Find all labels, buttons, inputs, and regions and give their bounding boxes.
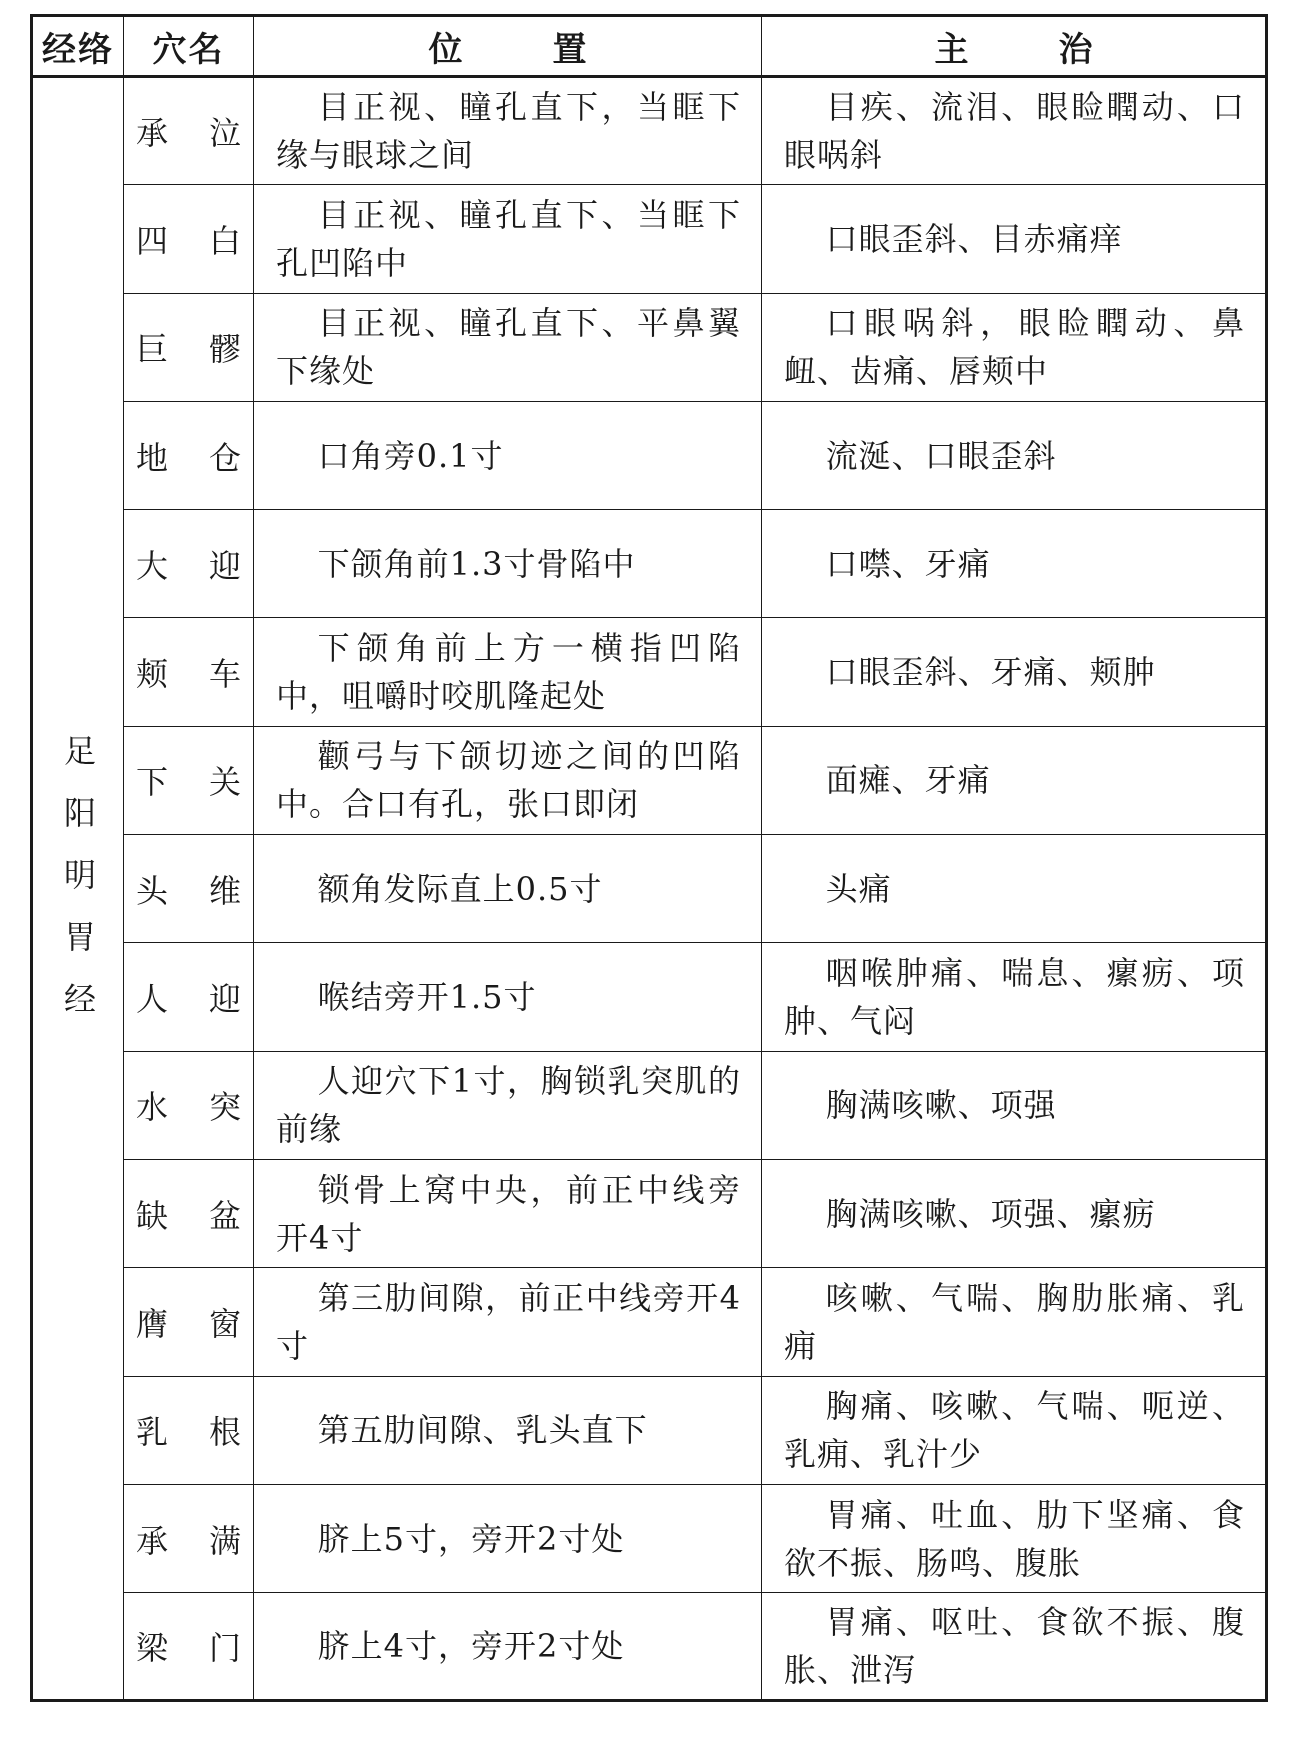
location-text: 喉结旁开1.5寸 <box>317 978 537 1017</box>
location-cell <box>254 77 762 185</box>
indication-text: 咽喉肿痛、喘息、瘰疬、项肿、气闷 <box>784 954 1245 1041</box>
location-cell <box>254 618 762 726</box>
location-cell <box>254 1593 762 1701</box>
table-row <box>32 726 1267 834</box>
point-name-cell <box>124 726 254 834</box>
table-row <box>32 293 1267 401</box>
point-name-cell <box>124 293 254 401</box>
table-row <box>32 1051 1267 1159</box>
point-name-char-2: 突 <box>208 1088 241 1127</box>
point-name-char-1: 巨 <box>136 330 169 369</box>
point-name-char-2: 泣 <box>208 114 241 153</box>
point-name-cell <box>124 1376 254 1484</box>
location-cell <box>254 401 762 509</box>
point-name-cell <box>124 1159 254 1267</box>
point-name-char-2: 仓 <box>208 438 241 477</box>
point-name-char-1: 承 <box>136 1521 169 1560</box>
location-text: 第三肋间隙，前正中线旁开4寸 <box>276 1278 741 1365</box>
indication-text: 口眼歪斜、牙痛、颊肿 <box>825 653 1156 692</box>
indication-text: 目疾、流泪、眼睑瞤动、口眼㖞斜 <box>784 88 1245 175</box>
table-row <box>32 1159 1267 1267</box>
point-name-cell <box>124 401 254 509</box>
indication-cell <box>762 510 1267 618</box>
point-name-cell <box>124 510 254 618</box>
location-text: 目正视、瞳孔直下、当眶下孔凹陷中 <box>276 195 741 282</box>
point-name-char-1: 承 <box>136 114 169 153</box>
indication-cell <box>762 726 1267 834</box>
indication-cell <box>762 401 1267 509</box>
header-location: 位置 <box>254 16 762 77</box>
point-name-char-2: 满 <box>208 1521 241 1560</box>
point-name-char-1: 四 <box>136 221 169 260</box>
location-cell <box>254 835 762 943</box>
indication-cell <box>762 293 1267 401</box>
point-name-char-1: 大 <box>136 546 169 585</box>
point-name-char-2: 关 <box>208 763 241 802</box>
point-name-char-2: 髎 <box>208 330 241 369</box>
indication-text: 头痛 <box>825 869 892 908</box>
location-cell <box>254 1268 762 1376</box>
table-row <box>32 185 1267 293</box>
point-name-cell <box>124 943 254 1051</box>
point-name-char-1: 缺 <box>136 1196 169 1235</box>
table-row <box>32 1268 1267 1376</box>
location-text: 口角旁0.1寸 <box>317 436 504 475</box>
indication-text: 面瘫、牙痛 <box>825 761 991 800</box>
table-row <box>32 510 1267 618</box>
indication-text: 胸满咳嗽、项强 <box>825 1086 1057 1125</box>
point-name-char-1: 梁 <box>136 1629 169 1668</box>
point-name-cell <box>124 835 254 943</box>
location-cell <box>254 1159 762 1267</box>
table-row <box>32 1593 1267 1701</box>
location-text: 目正视、瞳孔直下、平鼻翼下缘处 <box>276 304 741 391</box>
point-name-cell <box>124 1051 254 1159</box>
point-name-char-2: 窗 <box>208 1304 241 1343</box>
indication-text: 流涎、口眼歪斜 <box>825 436 1057 475</box>
header-meridian: 经络 <box>32 16 124 77</box>
indication-cell <box>762 1593 1267 1701</box>
point-name-char-2: 迎 <box>208 980 241 1019</box>
point-name-char-2: 迎 <box>208 546 241 585</box>
indication-cell <box>762 1159 1267 1267</box>
point-name-cell <box>124 1268 254 1376</box>
point-name-char-2: 维 <box>208 871 241 910</box>
point-name-char-1: 膺 <box>136 1304 169 1343</box>
indication-cell <box>762 1376 1267 1484</box>
location-cell <box>254 1484 762 1592</box>
point-name-char-1: 水 <box>136 1088 169 1127</box>
indication-text: 胸满咳嗽、项强、瘰疬 <box>825 1194 1156 1233</box>
point-name-cell <box>124 1484 254 1592</box>
indication-text: 咳嗽、气喘、胸肋胀痛、乳痈 <box>784 1278 1245 1365</box>
indication-text: 胃痛、呕吐、食欲不振、腹胀、泄泻 <box>784 1603 1245 1690</box>
header-row <box>32 16 1267 77</box>
table-row <box>32 943 1267 1051</box>
table-row <box>32 401 1267 509</box>
indication-cell <box>762 77 1267 185</box>
location-cell <box>254 510 762 618</box>
header-point-name: 穴名 <box>124 16 254 77</box>
table-row <box>32 618 1267 726</box>
indication-cell <box>762 835 1267 943</box>
header-indication: 主治 <box>762 16 1267 77</box>
point-name-cell <box>124 1593 254 1701</box>
point-name-char-2: 门 <box>208 1629 241 1668</box>
point-name-char-1: 地 <box>136 438 169 477</box>
location-cell <box>254 1376 762 1484</box>
location-text: 目正视、瞳孔直下，当眶下缘与眼球之间 <box>276 88 741 175</box>
location-text: 脐上4寸，旁开2寸处 <box>317 1627 625 1666</box>
location-text: 锁骨上窝中央，前正中线旁开4寸 <box>276 1170 741 1257</box>
point-name-char-1: 人 <box>136 980 169 1019</box>
indication-cell <box>762 1484 1267 1592</box>
table-row <box>32 1484 1267 1592</box>
point-name-cell <box>124 618 254 726</box>
location-cell <box>254 185 762 293</box>
indication-text: 口眼歪斜、目赤痛痒 <box>825 219 1123 258</box>
location-text: 下颌角前上方一横指凹陷中，咀嚼时咬肌隆起处 <box>276 629 741 716</box>
point-name-char-2: 根 <box>208 1413 241 1452</box>
location-text: 人迎穴下1寸，胸锁乳突肌的前缘 <box>276 1062 741 1149</box>
indication-cell <box>762 185 1267 293</box>
location-text: 第五肋间隙、乳头直下 <box>317 1411 648 1450</box>
indication-text: 口噤、牙痛 <box>825 544 991 583</box>
location-text: 额角发际直上0.5寸 <box>317 869 603 908</box>
point-name-char-1: 头 <box>136 871 169 910</box>
point-name-char-2: 盆 <box>208 1196 241 1235</box>
location-cell <box>254 293 762 401</box>
indication-text: 胃痛、吐血、肋下坚痛、食欲不振、肠鸣、腹胀 <box>784 1495 1245 1582</box>
indication-text: 胸痛、咳嗽、气喘、呃逆、乳痈、乳汁少 <box>784 1387 1245 1474</box>
location-text: 下颌角前1.3寸骨陷中 <box>317 544 636 583</box>
point-name-char-2: 白 <box>208 221 241 260</box>
indication-cell <box>762 1051 1267 1159</box>
point-name-cell <box>124 77 254 185</box>
location-cell <box>254 1051 762 1159</box>
location-text: 颧弓与下颌切迹之间的凹陷中。合口有孔，张口即闭 <box>276 737 741 824</box>
point-name-char-1: 下 <box>136 763 169 802</box>
indication-cell <box>762 1268 1267 1376</box>
meridian-cell: 足阳明胃经 <box>32 77 124 1701</box>
table-row <box>32 1376 1267 1484</box>
point-name-char-1: 乳 <box>136 1413 169 1452</box>
table-row <box>32 835 1267 943</box>
acupoint-table <box>30 14 1268 1702</box>
location-cell <box>254 726 762 834</box>
point-name-char-1: 颊 <box>136 655 169 694</box>
location-cell <box>254 943 762 1051</box>
indication-cell <box>762 618 1267 726</box>
table-row <box>32 77 1267 185</box>
indication-text: 口眼㖞斜，眼睑瞤动、鼻衄、齿痛、唇颊中 <box>784 304 1245 391</box>
point-name-char-2: 车 <box>208 655 241 694</box>
indication-cell <box>762 943 1267 1051</box>
point-name-cell <box>124 185 254 293</box>
location-text: 脐上5寸，旁开2寸处 <box>317 1519 625 1558</box>
